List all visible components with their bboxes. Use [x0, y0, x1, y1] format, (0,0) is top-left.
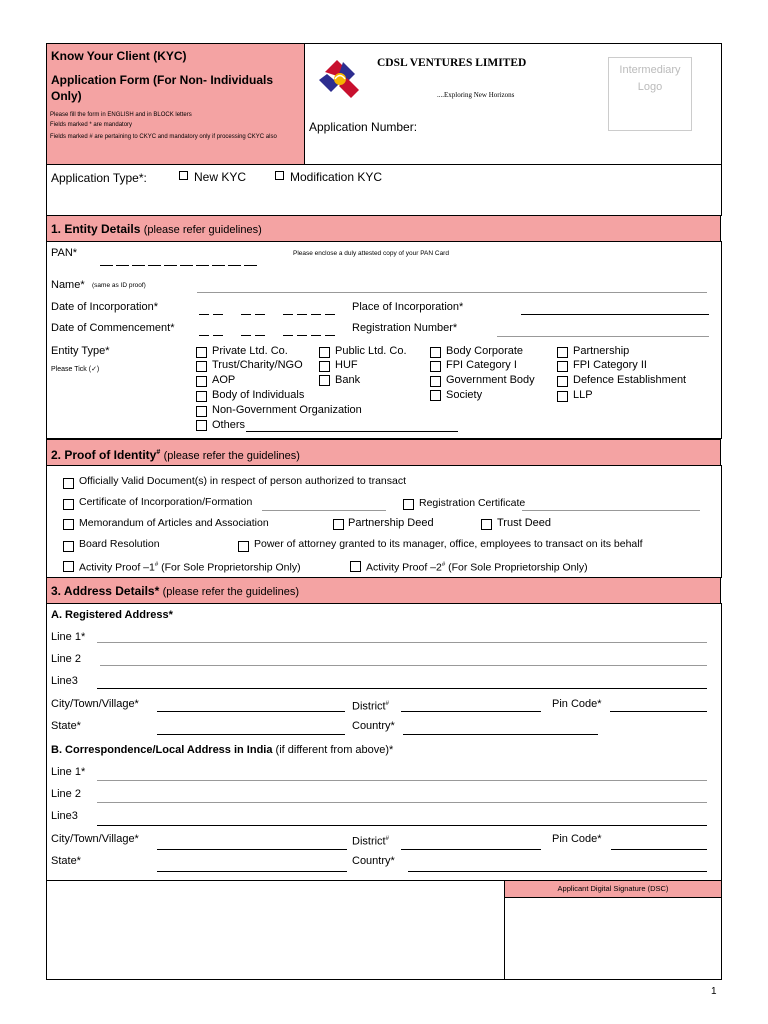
corr-address-heading: [51, 744, 393, 757]
company-name: CDSL VENTURES LIMITED: [377, 57, 527, 69]
corr-district-label: District#: [352, 835, 389, 848]
form-note-1: Please fill the form in ENGLISH and in BLOCK letters: [50, 112, 192, 118]
poi-reg-cert-checkbox[interactable]: [403, 499, 414, 510]
option-fpi-1: FPI Category I: [446, 359, 517, 371]
corr-state-label: State*: [51, 855, 81, 867]
corr-district-text: District: [352, 835, 386, 848]
reg-state-input[interactable]: [157, 734, 345, 735]
reg-country-input[interactable]: [403, 734, 598, 735]
reg-line3-input[interactable]: [97, 688, 707, 689]
poi-moa: Memorandum of Articles and Association: [79, 517, 269, 529]
option-private-ltd-checkbox[interactable]: [196, 347, 207, 358]
poi-reg-cert: Registration Certificate: [419, 497, 526, 509]
reg-city-input[interactable]: [157, 711, 345, 712]
others-input[interactable]: [246, 431, 458, 432]
option-bank-checkbox[interactable]: [319, 375, 330, 386]
poi-poa-checkbox[interactable]: [238, 541, 249, 552]
poi-activity-1: Activity Proof –1# (For Sole Proprietorship Only): [79, 561, 301, 574]
poi-activity-1-checkbox[interactable]: [63, 561, 74, 572]
intermediary-logo-text: Intermediary Logo: [619, 64, 681, 93]
doi-input[interactable]: [199, 306, 344, 316]
section-3-title: 3. Address Details*: [51, 584, 160, 598]
section-2-note: (please refer the guidelines): [163, 450, 300, 462]
reg-number-input[interactable]: [497, 336, 709, 337]
poi-partnership-deed-checkbox[interactable]: [333, 519, 344, 530]
option-society: Society: [446, 389, 483, 401]
corr-line1-label: Line 1*: [51, 766, 86, 778]
registered-address-heading: A. Registered Address*: [51, 609, 173, 621]
option-bank: Bank: [335, 374, 361, 386]
option-ngo-checkbox[interactable]: [196, 406, 207, 417]
option-body-corporate-checkbox[interactable]: [430, 347, 441, 358]
option-others: Others: [212, 419, 246, 431]
poi-activity-1-label: Activity Proof –1: [79, 561, 155, 574]
new-kyc-checkbox[interactable]: [179, 171, 188, 180]
section-1-body: [46, 241, 722, 439]
modification-kyc-checkbox[interactable]: [275, 171, 284, 180]
new-kyc-label: New KYC: [194, 170, 247, 184]
reg-district-input[interactable]: [401, 711, 541, 712]
company-tagline: ....Exploring New Horizons: [437, 91, 515, 99]
doc-input[interactable]: [199, 327, 344, 337]
poi-coi-line: [262, 510, 386, 511]
option-boi-checkbox[interactable]: [196, 391, 207, 402]
section-2-header: 2. Proof of Identity# (please refer the guidelines): [46, 439, 721, 466]
poi-partnership-deed: Partnership Deed: [348, 517, 434, 529]
corr-line2-label: Line 2: [51, 788, 81, 800]
corr-address-title: B. Correspondence/Local Address in India: [51, 744, 273, 756]
option-huf: HUF: [335, 359, 358, 371]
poi-board-resolution-checkbox[interactable]: [63, 541, 74, 552]
corr-line1-input[interactable]: [97, 780, 707, 781]
section-2-title: 2. Proof of Identity: [51, 448, 157, 462]
application-type-row: [46, 164, 722, 216]
corr-line3-label: Line3: [51, 810, 78, 822]
reg-line2-label: Line 2: [51, 653, 81, 665]
section-1-title: 1. Entity Details: [51, 222, 141, 236]
reg-pin-label: Pin Code*: [552, 698, 602, 710]
reg-pin-input[interactable]: [610, 711, 707, 712]
form-note-2: Fields marked * are mandatory: [50, 122, 133, 128]
reg-state-label: State*: [51, 720, 81, 732]
form-subtitle: Application Form (For Non- Individuals Only): [51, 73, 273, 103]
option-defence-checkbox[interactable]: [557, 376, 568, 387]
form-note-3: Fields marked # are pertaining to CKYC and mandatory only if processing CKYC also: [50, 134, 277, 140]
poi-trust-deed-checkbox[interactable]: [481, 519, 492, 530]
option-body-corporate: Body Corporate: [446, 345, 524, 357]
corr-address-note: (if different from above)*: [275, 744, 394, 756]
section-3-note: (please refer the guidelines): [162, 586, 299, 598]
option-others-checkbox[interactable]: [196, 420, 207, 431]
company-logo: [315, 52, 365, 104]
reg-city-label: City/Town/Village*: [51, 698, 139, 710]
reg-line3-label: Line3: [51, 675, 78, 687]
tick-note: Please Tick (✓): [51, 366, 100, 373]
section-1-note: (please refer guidelines): [143, 224, 262, 236]
modification-kyc-label: Modification KYC: [290, 170, 383, 184]
section-1-header: [46, 215, 721, 242]
option-trust-checkbox[interactable]: [196, 361, 207, 372]
option-aop-checkbox[interactable]: [196, 376, 207, 387]
poi-input[interactable]: [521, 314, 709, 315]
poi-moa-checkbox[interactable]: [63, 519, 74, 530]
option-defence: Defence Establishment: [573, 374, 687, 386]
option-society-checkbox[interactable]: [430, 390, 441, 401]
reg-number-label: Registration Number*: [352, 322, 458, 334]
corr-country-input[interactable]: [408, 871, 707, 872]
corr-city-input[interactable]: [157, 849, 347, 850]
form-title: Know Your Client (KYC): [51, 49, 187, 63]
poi-activity-2: Activity Proof –2# (For Sole Proprietorship Only): [366, 561, 588, 574]
option-huf-checkbox[interactable]: [319, 361, 330, 372]
reg-district-text: District: [352, 700, 386, 713]
poi-poa: Power of attorney granted to its manager, office, employees to transact on its behalf: [254, 538, 643, 550]
poi-label: Place of Incorporation*: [352, 301, 464, 313]
option-partnership-checkbox[interactable]: [557, 347, 568, 358]
corr-line3-input[interactable]: [97, 825, 707, 826]
application-type-label: Application Type*:: [51, 171, 147, 185]
reg-district-label: District#: [352, 700, 389, 713]
entity-type-label: Entity Type*: [51, 345, 110, 357]
option-fpi-1-checkbox[interactable]: [430, 361, 441, 372]
reg-line1-label: Line 1*: [51, 631, 86, 643]
reg-line2-input[interactable]: [100, 665, 707, 666]
application-number-label: Application Number:: [309, 120, 418, 134]
name-input[interactable]: [197, 292, 707, 293]
corr-line2-input[interactable]: [97, 802, 707, 803]
reg-line1-input[interactable]: [97, 642, 707, 643]
poi-activity-1-note: (For Sole Proprietorship Only): [161, 561, 301, 574]
corr-city-label: City/Town/Village*: [51, 833, 139, 845]
option-fpi-2: FPI Category II: [573, 359, 647, 371]
corr-country-label: Country*: [352, 855, 395, 867]
poi-ovd-checkbox[interactable]: [63, 478, 74, 489]
signature-label: Applicant Digital Signature (DSC): [557, 884, 669, 893]
corr-district-input[interactable]: [401, 849, 541, 850]
pan-input[interactable]: [100, 258, 260, 268]
name-label: Name*: [51, 279, 85, 291]
poi-coi-checkbox[interactable]: [63, 499, 74, 510]
option-public-ltd-checkbox[interactable]: [319, 347, 330, 358]
poi-activity-2-checkbox[interactable]: [350, 561, 361, 572]
doc-label: Date of Commencement*: [51, 322, 175, 334]
option-trust: Trust/Charity/NGO: [212, 359, 303, 371]
option-fpi-2-checkbox[interactable]: [557, 361, 568, 372]
poi-ovd: Officially Valid Document(s) in respect of person authorized to transact: [79, 475, 407, 487]
option-partnership: Partnership: [573, 345, 630, 357]
option-aop: AOP: [212, 374, 236, 386]
corr-pin-input[interactable]: [611, 849, 707, 850]
option-llp-checkbox[interactable]: [557, 391, 568, 402]
option-private-ltd: Private Ltd. Co.: [212, 345, 288, 357]
page-number: 1: [711, 986, 717, 997]
corr-pin-label: Pin Code*: [552, 833, 602, 845]
option-boi: Body of Individuals: [212, 389, 305, 401]
photo-box: [46, 880, 505, 980]
option-government-checkbox[interactable]: [430, 376, 441, 387]
name-note: (same as ID proof): [92, 282, 146, 289]
option-public-ltd: Public Ltd. Co.: [335, 345, 407, 357]
doi-label: Date of Incorporation*: [51, 301, 159, 313]
poi-board-resolution: Board Resolution: [79, 538, 160, 550]
option-ngo: Non-Government Organization: [212, 404, 362, 416]
pan-note: Please enclose a duly attested copy of your PAN Card: [293, 250, 449, 257]
reg-country-label: Country*: [352, 720, 395, 732]
poi-reg-cert-line: [522, 510, 700, 511]
poi-coi: Certificate of Incorporation/Formation: [79, 496, 253, 508]
pan-label: PAN*: [51, 247, 78, 259]
poi-activity-2-note: (For Sole Proprietorship Only): [448, 561, 588, 574]
section-3-header: [46, 577, 721, 604]
corr-state-input[interactable]: [157, 871, 347, 872]
option-government: Government Body: [446, 374, 535, 386]
poi-activity-2-label: Activity Proof –2: [366, 561, 442, 574]
poi-trust-deed: Trust Deed: [497, 517, 552, 529]
option-llp: LLP: [573, 389, 593, 401]
